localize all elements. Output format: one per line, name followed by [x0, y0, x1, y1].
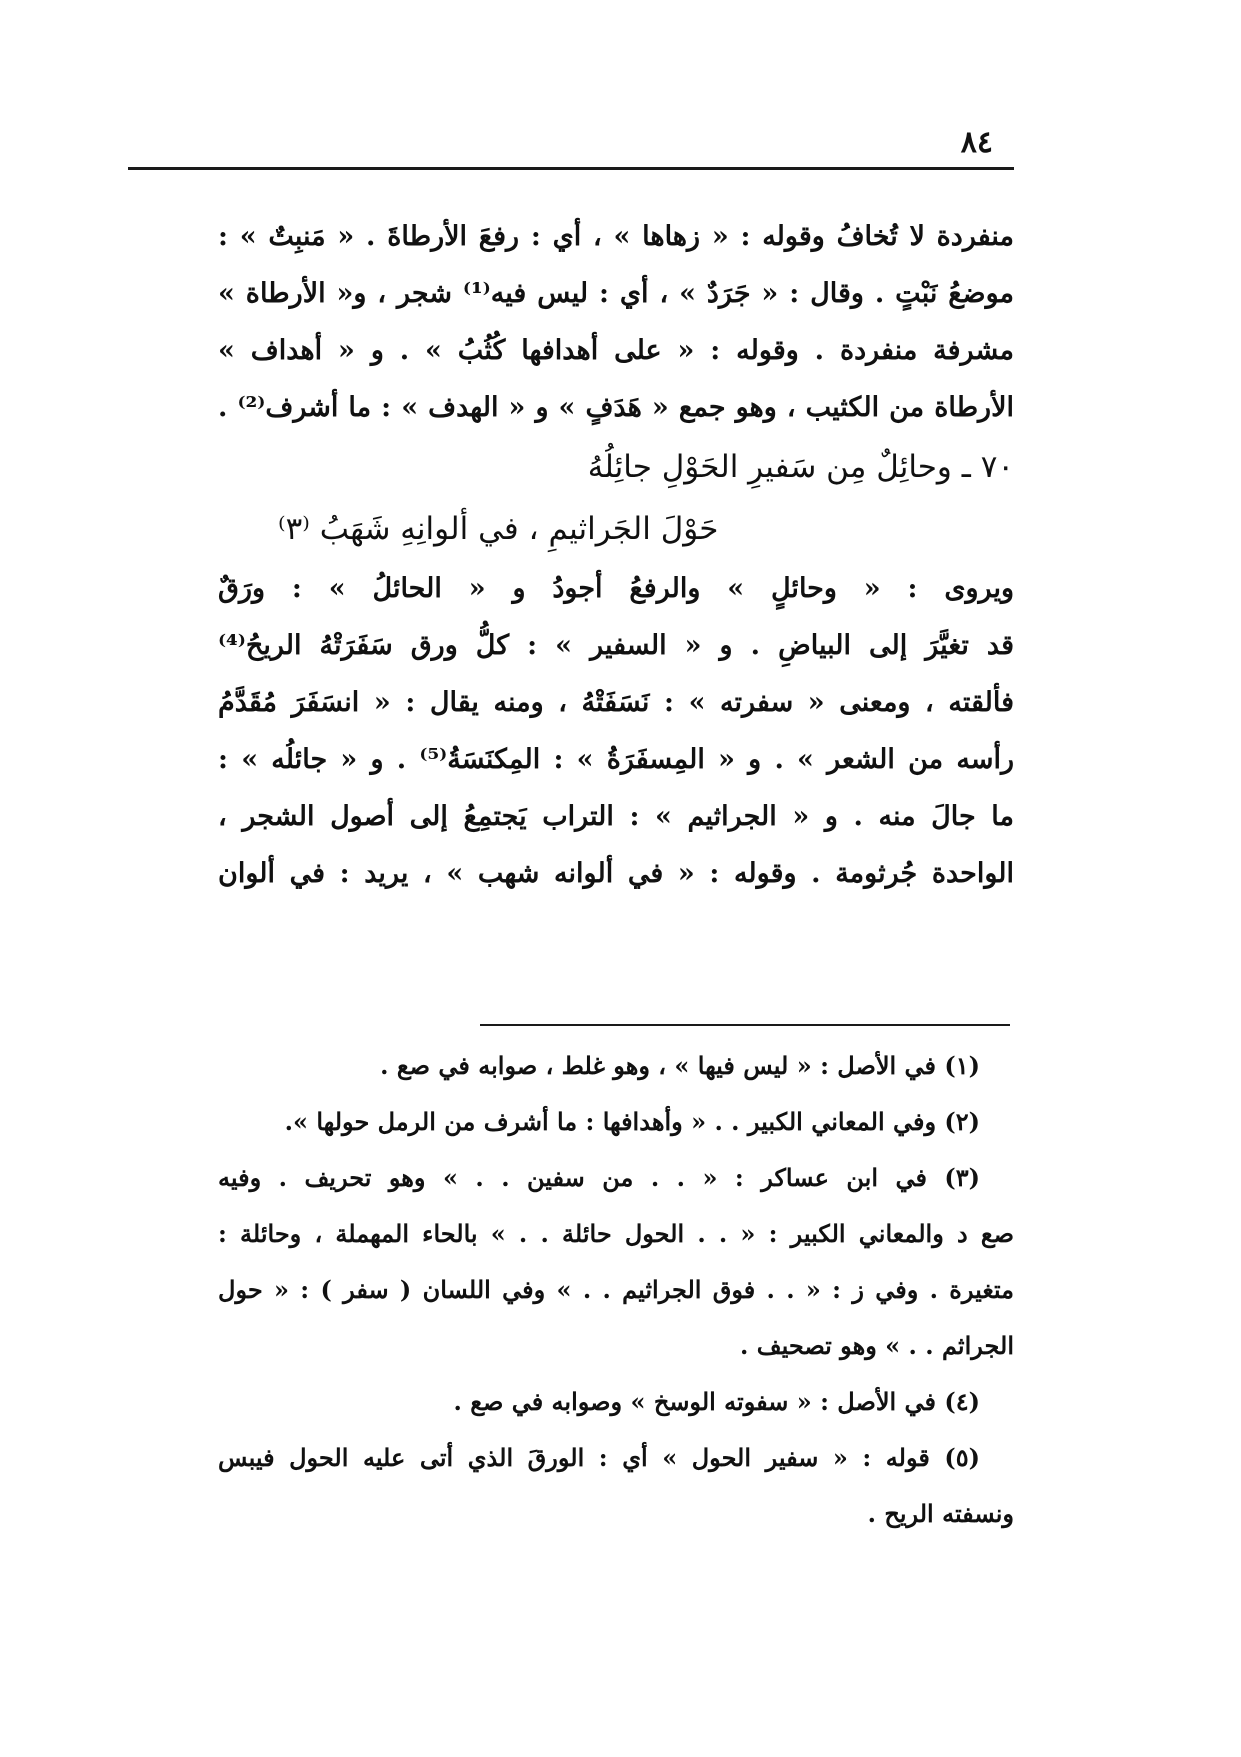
footnote-2: (٢) وفي المعاني الكبير . . « وأهدافها : ما أشرف من الرمل حولها ».	[284, 1107, 980, 1136]
verse-hemistich-1: ٧٠ ـ وحائِلٌ مِن سَفيرِ الحَوْلِ جائِلُهُ	[587, 449, 1014, 485]
footnote-3: (٣) في ابن عساكر : « . . من سفين . . » وهو تحريف . وفيه	[218, 1163, 980, 1192]
verse-hemistich-2: حَوْلَ الجَراثيمِ ، في ألوانِهِ شَهَبُ ⁽٣⁾	[278, 511, 719, 547]
footnote-3-continued: صع د والمعاني الكبير : « . . الحول حائلة . . » بالحاء المهملة ، وحائلة :	[218, 1219, 1014, 1248]
body-line: منفردة لا تُخافُ وقوله : « زهاها » ، أي : رفعَ الأرطاةَ . « مَنبِتٌ » :	[218, 221, 1014, 252]
footnote-3-continued: متغيرة . وفي ز : « . . فوق الجراثيم . . » وفي اللسان ( سفر ) : « حول	[218, 1275, 1014, 1304]
body-line: الأرطاة من الكثيب ، وهو جمع « هَدَفٍ » و « الهدف » : ما أشرف⁽²⁾ .	[218, 392, 1014, 423]
commentary-line: فألقته ، ومعنى « سفرته » : نَسَفَتْهُ ، ومنه يقال : « انسَفَرَ مُقَدَّمُ	[218, 687, 1014, 718]
body-line: مشرفة منفردة . وقوله : « على أهدافها كُثُبُ » . و « أهداف »	[218, 335, 1014, 366]
page-number: ٨٤	[960, 125, 993, 160]
footnote-1: (١) في الأصل : « ليس فيها » ، وهو غلط ، صوابه في صع .	[380, 1051, 980, 1080]
footnotes	[218, 1038, 1014, 1542]
commentary-line: قد تغيَّرَ إلى البياضِ . و « السفير » : كلُّ ورق سَفَرَتْهُ الريحُ⁽⁴⁾	[218, 630, 1014, 661]
footnote-5: (٥) قوله : « سفير الحول » أي : الورقَ الذي أتى عليه الحول فيبس	[218, 1443, 980, 1472]
footnote-3-continued: الجراثم . . » وهو تصحيف .	[740, 1331, 1014, 1360]
main-text	[218, 208, 1014, 902]
footnote-rule	[480, 1024, 1010, 1026]
header-rule	[128, 167, 1014, 170]
commentary-line: رأسه من الشعر » . و « المِسفَرَةُ » : المِكنَسَةُ⁽⁵⁾ . و « جائلُه » :	[218, 744, 1014, 775]
body-line: موضعُ نَبْتٍ . وقال : « جَرَدٌ » ، أي : ليس فيه⁽¹⁾ شجر ، و« الأرطاة »	[218, 278, 1014, 309]
commentary-line: ويروى : « وحائلٍ » والرفعُ أجودُ و « الحائلُ » : ورَقٌ	[218, 573, 1014, 604]
footnote-5-continued: ونسفته الريح .	[867, 1499, 1014, 1528]
commentary-line: ما جالَ منه . و « الجراثيم » : التراب يَجتمِعُ إلى أصول الشجر ،	[218, 801, 1014, 832]
footnote-4: (٤) في الأصل : « سفوته الوسخ » وصوابه في صع .	[453, 1387, 980, 1416]
commentary-line: الواحدة جُرثومة . وقوله : « في ألوانه شهب » ، يريد : في ألوان	[218, 858, 1014, 889]
